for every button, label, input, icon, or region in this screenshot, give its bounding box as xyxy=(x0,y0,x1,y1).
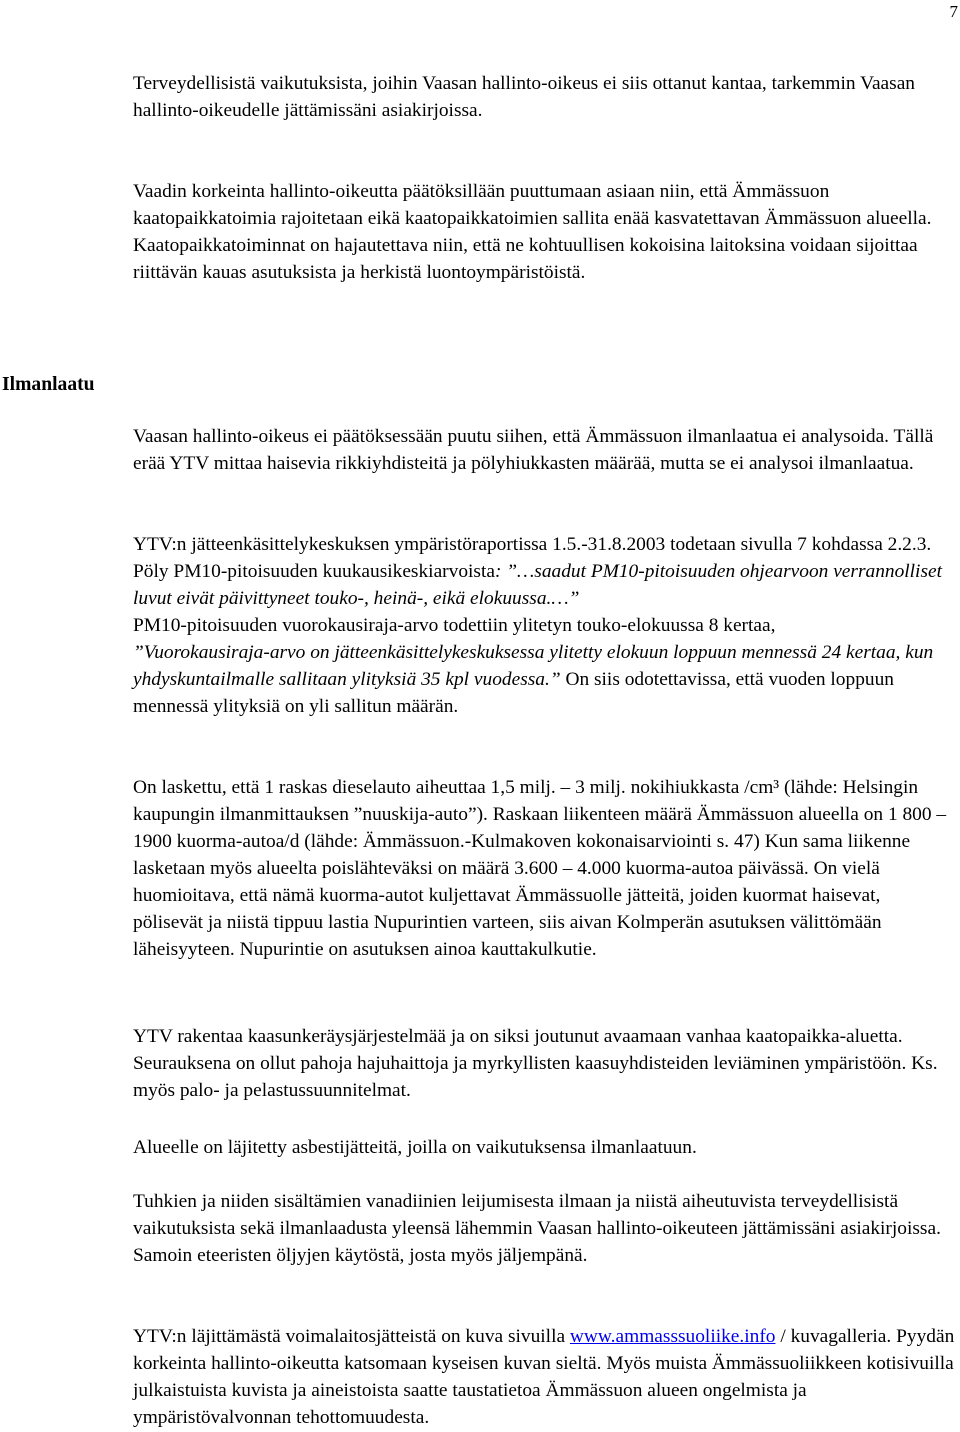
paragraph-ash xyxy=(133,1188,955,1269)
paragraph-text xyxy=(133,612,955,720)
paragraph-demand xyxy=(133,178,955,286)
paragraph-gas-collection xyxy=(133,1023,955,1104)
paragraph-text xyxy=(133,531,955,612)
paragraph-text: Terveydellisistä vaikutuksista, joihin Vaasan hallinto-oikeus ei siis ottanut kantaa, tarkemmin Vaasan hallinto-oikeudelle jättämissäni asiakirjoissa. xyxy=(133,73,916,121)
photo-text-before: YTV:n läjittämästä voimalaitosjätteistä on kuva sivuilla xyxy=(133,1326,570,1347)
paragraph-text: YTV rakentaa kaasunkeräysjärjestelmää ja on siksi joutunut avaamaan vanhaa kaatopaikka-aluetta. Seurauksena on ollut pahoja hajuhaittoja ja myrkyllisten kaasuyhdisteiden leviäminen ympäristöön. Ks. myös palo- ja pelastussuunnitelmat. xyxy=(133,1026,938,1101)
paragraph-text xyxy=(133,1323,955,1431)
paragraph-diesel xyxy=(133,774,955,963)
conclusion-text: On siis odotettavissa, että vuoden loppuun mennessä ylityksiä on yli sallitun määrän. xyxy=(133,669,894,717)
report-quote: : ”…saadut PM10-pitoisuuden ohjearvoon verrannolliset luvut eivät päivittyneet touko-, heinä-, eikä elokuussa.…” xyxy=(133,561,942,609)
website-link[interactable]: www.ammasssuoliike.info xyxy=(569,1326,776,1347)
paragraph-text: Vaadin korkeinta hallinto-oikeutta päätöksillään puuttumaan asiaan niin, että Ämmässuon kaatopaikkatoimia rajoitetaan eikä kaatopaikkatoimien sallita enää kasvatettavan Ämmässuon alueella. Kaatopaikkatoiminnat on hajautettava niin, että ne kohtuullisen kokoisina laitoksina voidaan sijoittaa riittävän kauas asutuksista ja herkistä luontoympäristöistä. xyxy=(133,181,932,283)
paragraph-health-effects xyxy=(133,70,955,124)
paragraph-text: On laskettu, että 1 raskas dieselauto aiheuttaa 1,5 milj. – 3 milj. nokihiukkasta /cm³ (lähde: Helsingin kaupungin ilmanmittauksen ”nuuskija-auto”). Raskaan liikenteen määrä Ämmässuon alueella on 1 800 – 1900 kuorma-autoa/d (lähde: Ämmässuon.-Kulmakoven kokonaisarviointi s. 47) Kun sama liikenne lasketaan myös alueelta poislähteväksi on määrä 3.600 – 4.000 kuorma-autoa päivässä. On vielä huomioitava, että nämä kuorma-autot kuljettavat Ämmässuolle jätteitä, joiden kuormat haisevat, pölisevät ja niistä tippuu lastia Nupurintien varteen, siis aivan Kolmperän asutuksen välittömään läheisyyteen. Nupurintie on asutuksen ainoa kauttakulkutie. xyxy=(133,777,947,960)
paragraph-air-quality xyxy=(133,423,955,477)
photo-text-after: / kuvagalleria. Pyydän korkeinta hallinto-oikeutta katsomaan kyseisen kuvan sieltä. Myös muista Ämmässuoliikkeen kotisivuilla julkaistuista kuvista ja aineistoista saatte taustatietoa Ämmässuon alueen ongelmista ja ympäristövalvonnan tehottomuudesta. xyxy=(133,1326,955,1428)
paragraph-text: Alueelle on läjitetty asbestijätteitä, joilla on vaikutuksensa ilmanlaatuun. xyxy=(133,1137,697,1158)
section-heading: Ilmanlaatu xyxy=(2,374,95,395)
paragraph-asbestos xyxy=(133,1134,955,1161)
paragraph-photo xyxy=(133,1323,955,1431)
page-number: 7 xyxy=(949,2,958,21)
paragraph-text: Tuhkien ja niiden sisältämien vanadiinien leijumisesta ilmaan ja niistä aiheutuvista terveydellisistä vaikutuksista sekä ilmanlaadusta yleensä lähemmin Vaasan hallinto-oikeuteen jättämissäni asiakirjoissa. Samoin eteeristen öljyjen käytöstä, josta myös jäljempänä. xyxy=(133,1191,941,1266)
limit-quote: ”Vuorokausiraja-arvo on jätteenkäsittelykeskuksessa ylitetty elokuun loppuun mennessä 24 kertaa, kun yhdyskuntailmalle sallitaan ylityksiä 35 kpl vuodessa.” xyxy=(133,642,934,690)
paragraph-ytv-report xyxy=(133,531,955,720)
paragraph-text: Vaasan hallinto-oikeus ei päätöksessään puutu siihen, että Ämmässuon ilmanlaatua ei analysoida. Tällä erää YTV mittaa haisevia rikkiyhdisteitä ja pölyhiukkasten määrää, mutta se ei analysoi ilmanlaatua. xyxy=(133,426,934,474)
limit-text: PM10-pitoisuuden vuorokausiraja-arvo todettiin ylitetyn touko-elokuussa 8 kertaa, xyxy=(133,615,776,636)
report-text: YTV:n jätteenkäsittelykeskuksen ympäristöraportissa 1.5.-31.8.2003 todetaan sivulla 7 kohdassa 2.2.3. Pöly PM10-pitoisuuden kuukausikeskiarvoista xyxy=(133,534,932,582)
